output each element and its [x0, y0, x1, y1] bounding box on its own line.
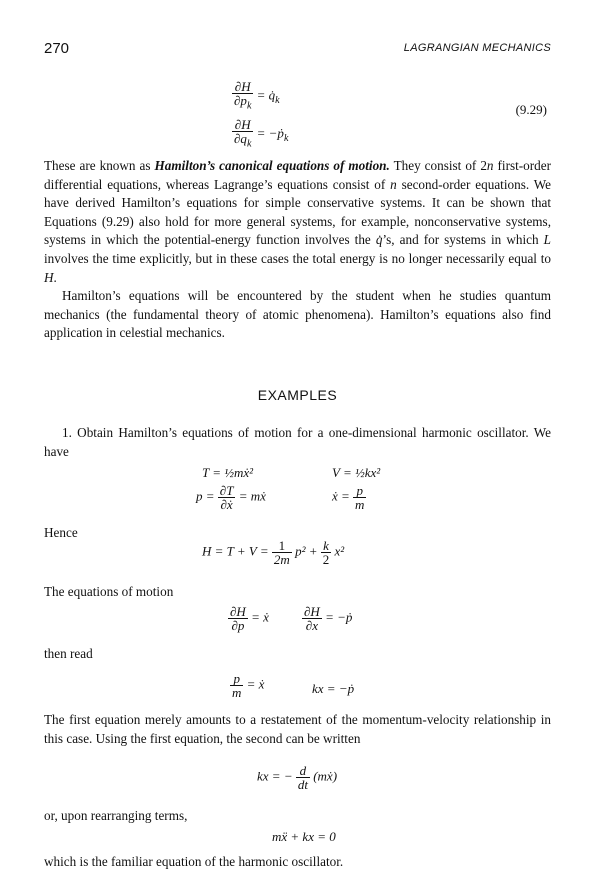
hamiltonian-eq: H = T + V = $\frac{1}{2m}$ p² + $\frac{k}{2}$ x² [202, 538, 345, 567]
rearranging-label: or, upon rearranging terms, [44, 808, 188, 823]
paragraph-quantum: Hamilton’s equations will be encountered by the student when he studies quantum mechanics (the fundamental theory of atomic phenomena). Hamilton’s equations also find application in celestial mechanics. [44, 288, 551, 341]
result-eq-1: $\frac{p}{m}$ = ẋ [232, 671, 265, 700]
examples-heading: EXAMPLES [257, 387, 338, 403]
eq-9-29-line2: $\frac{\partial H}{\partial q_k}$ = −ṗ$_k$ [234, 117, 289, 150]
eom-eq-1: $\frac{\partial H}{\partial p}$ = ẋ [230, 604, 269, 633]
eq-9-29-line1: $\frac{\partial H}{\partial p_k}$ = $q̇_k$ [234, 79, 280, 112]
potential-energy-eq: V = ½kx² [332, 465, 381, 480]
then-read-label: then read [44, 646, 93, 661]
paragraph-first-equation: The first equation merely amounts to a restatement of the momentum-velocity relationship in this case. Using the first equation, the second can be written [44, 712, 551, 746]
result-eq-2: kx = −ṗ [312, 681, 355, 696]
kinetic-energy-eq: T = ½mẋ² [202, 465, 254, 480]
velocity-eq: ẋ = $\frac{p}{m}$ [332, 483, 365, 512]
closing-sentence: which is the familiar equation of the harmonic oscillator. [44, 854, 344, 869]
momentum-eq: p = $\frac{\partial T}{\text{∂ẋ}}$ = mẋ [196, 483, 266, 512]
hence-label: Hence [44, 525, 78, 540]
eom-label: The equations of motion [44, 584, 174, 599]
eom-eq-2: $\frac{\partial H}{\partial x}$ = −ṗ [304, 604, 353, 633]
paragraph-canonical: These are known as Hamilton’s canonical equations of motion. They consist of 2n first-order differential equations, whereas Lagrange’s equations consist of n second-order equations. We have derived Hamilton’s equations for simple conservative systems. It can be shown that Equations (9.29) also hold for more general systems, for example, nonconservative systems, systems in which the potential-energy function involves the q̇’s, and for systems in which L involves the time explicitly, but in these cases the total energy is no longer necessarily equal to H. Hamilton’s equations will be encountered by the student when he studies quantum mechanics (the fundamental theory of atomic phenomena). Hamilton’s equations also find application in celestial mechanics. [44, 157, 551, 343]
running-head: LAGRANGIAN MECHANICS [403, 42, 551, 54]
example-1-intro: 1. Obtain Hamilton’s equations of motion for a one-dimensional harmonic oscillator. We have [44, 425, 551, 459]
kx-derivative-eq: kx = − $\frac{d}{dt}$ (mẋ) [257, 763, 338, 792]
oscillator-eq: mẍ + kx = 0 [272, 829, 336, 844]
equation-number: (9.29) [515, 102, 547, 117]
page-number: 270 [44, 40, 70, 57]
